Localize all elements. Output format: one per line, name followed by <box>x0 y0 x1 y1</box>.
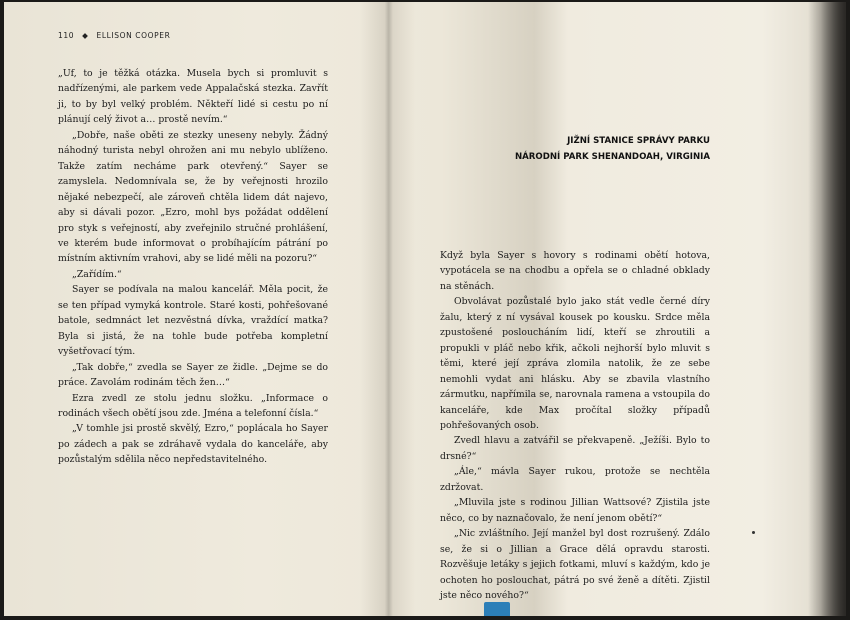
right-page-text <box>440 248 710 603</box>
running-header <box>58 31 170 40</box>
page-speck <box>752 531 755 534</box>
header-separator-icon: ◆ <box>82 31 89 40</box>
chapter-heading <box>496 133 710 165</box>
author-name: ELLISON COOPER <box>96 31 171 40</box>
page-edge-shadow <box>808 2 846 616</box>
book-gutter <box>360 2 415 616</box>
paragraph: „Mluvila jste s rodinou Jillian Wattsové? Zjistila jste něco, co by naznačovalo, že není jenom obětí?“ <box>440 497 710 524</box>
paragraph: „Nic zvláštního. Její manžel byl dost rozrušený. Zdálo se, že si o Jillian a Grace dělá opravdu starosti. Rozvěšuje letáky s jejich fotkami, mluví s každým, kdo je ochoten ho poslouchat, pátrá po své ženě a dítěti. Zjistil jste něco nového?“ <box>440 528 710 601</box>
chapter-heading-line-1: JIŽNÍ STANICE SPRÁVY PARKU <box>567 136 710 146</box>
paragraph: „Zařídím.“ <box>72 268 122 280</box>
page-number: 110 <box>58 31 75 40</box>
paragraph: „Ále,“ mávla Sayer rukou, protože se nechtěla zdržovat. <box>440 466 710 493</box>
paragraph: „Dobře, naše oběti ze stezky uneseny nebyly. Žádný náhodný turista nebyl ohrožen ani mu nebylo ublíženo. Takže zatím necháme park otevřený.“ Sayer se zamyslela. Nedomnívala se, že by veřejnosti hrozilo nějaké nebezpečí, ale zároveň chtěla lidem dát najevo, aby si dávali pozor. „Ezro, mohl bys požádat oddělení pro styk s veřejností, aby zveřejnilo stručné prohlášení, ve kterém bude informovat o probíhajícím pátrání po místním aktivním vrahovi, aby se lidé měli na pozoru?“ <box>58 129 328 265</box>
paragraph: Zvedl hlavu a zatvářil se překvapeně. „Ježíši. Bylo to drsné?“ <box>440 435 710 462</box>
paragraph: Když byla Sayer s hovory s rodinami obětí hotova, vypotácela se na chodbu a opřela se o chladné obklady na stěnách. <box>440 250 710 292</box>
paragraph: Obvolávat pozůstalé bylo jako stát vedle černé díry žalu, který z ní vysával kousek po kousku. Srdce měla zpustošené posloucháním lidí, kteří se zhroutili a propukli v pláč nebo křik, ačkoli nejhorší bylo mluvit s těmi, které její zpráva zlomila natolik, že ze sebe nemohli vydat ani hlásku. Aby se zbavila vlastního zármutku, napřímila se, narovnala ramena a vstoupila do kanceláře, kde Max pročítal složky případů pohřešovaných osob. <box>440 296 710 431</box>
chapter-heading-line-2: NÁRODNÍ PARK SHENANDOAH, VIRGINIA <box>514 152 710 162</box>
paragraph: Sayer se podívala na malou kancelář. Měla pocit, že se ten případ vymyká kontrole. Staré kosti, pohřešované batole, sedmnáct let nezvěstná dívka, vraždící matka? Byla si jistá, že na tohle bude potřeba kompletní vyšetřovací tým. <box>58 284 328 358</box>
paragraph: „Uf, to je těžká otázka. Musela bych si promluvit s nadřízenými, ale parkem vede Appalačská stezka. Zavřít ji, to by byl velký problém. Někteří lidé si cestu po ní plánují celý život a… prostě nevím.“ <box>58 68 328 126</box>
paragraph: „Tak dobře,“ zvedla se Sayer ze židle. „Dejme se do práce. Zavolám rodinám těch žen…“ <box>58 361 328 389</box>
paragraph: „V tomhle jsi prostě skvělý, Ezro,“ poplácala ho Sayer po zádech a pak se zdráhavě vydala do kanceláře, aby pozůstalým sdělila něco nepředstavitelného. <box>58 423 328 466</box>
left-page-text <box>58 66 328 468</box>
paragraph: Ezra zvedl ze stolu jednu složku. „Informace o rodinách všech obětí jsou zde. Jména a telefonní čísla.“ <box>58 392 328 419</box>
bookmark-ribbon <box>484 602 510 616</box>
